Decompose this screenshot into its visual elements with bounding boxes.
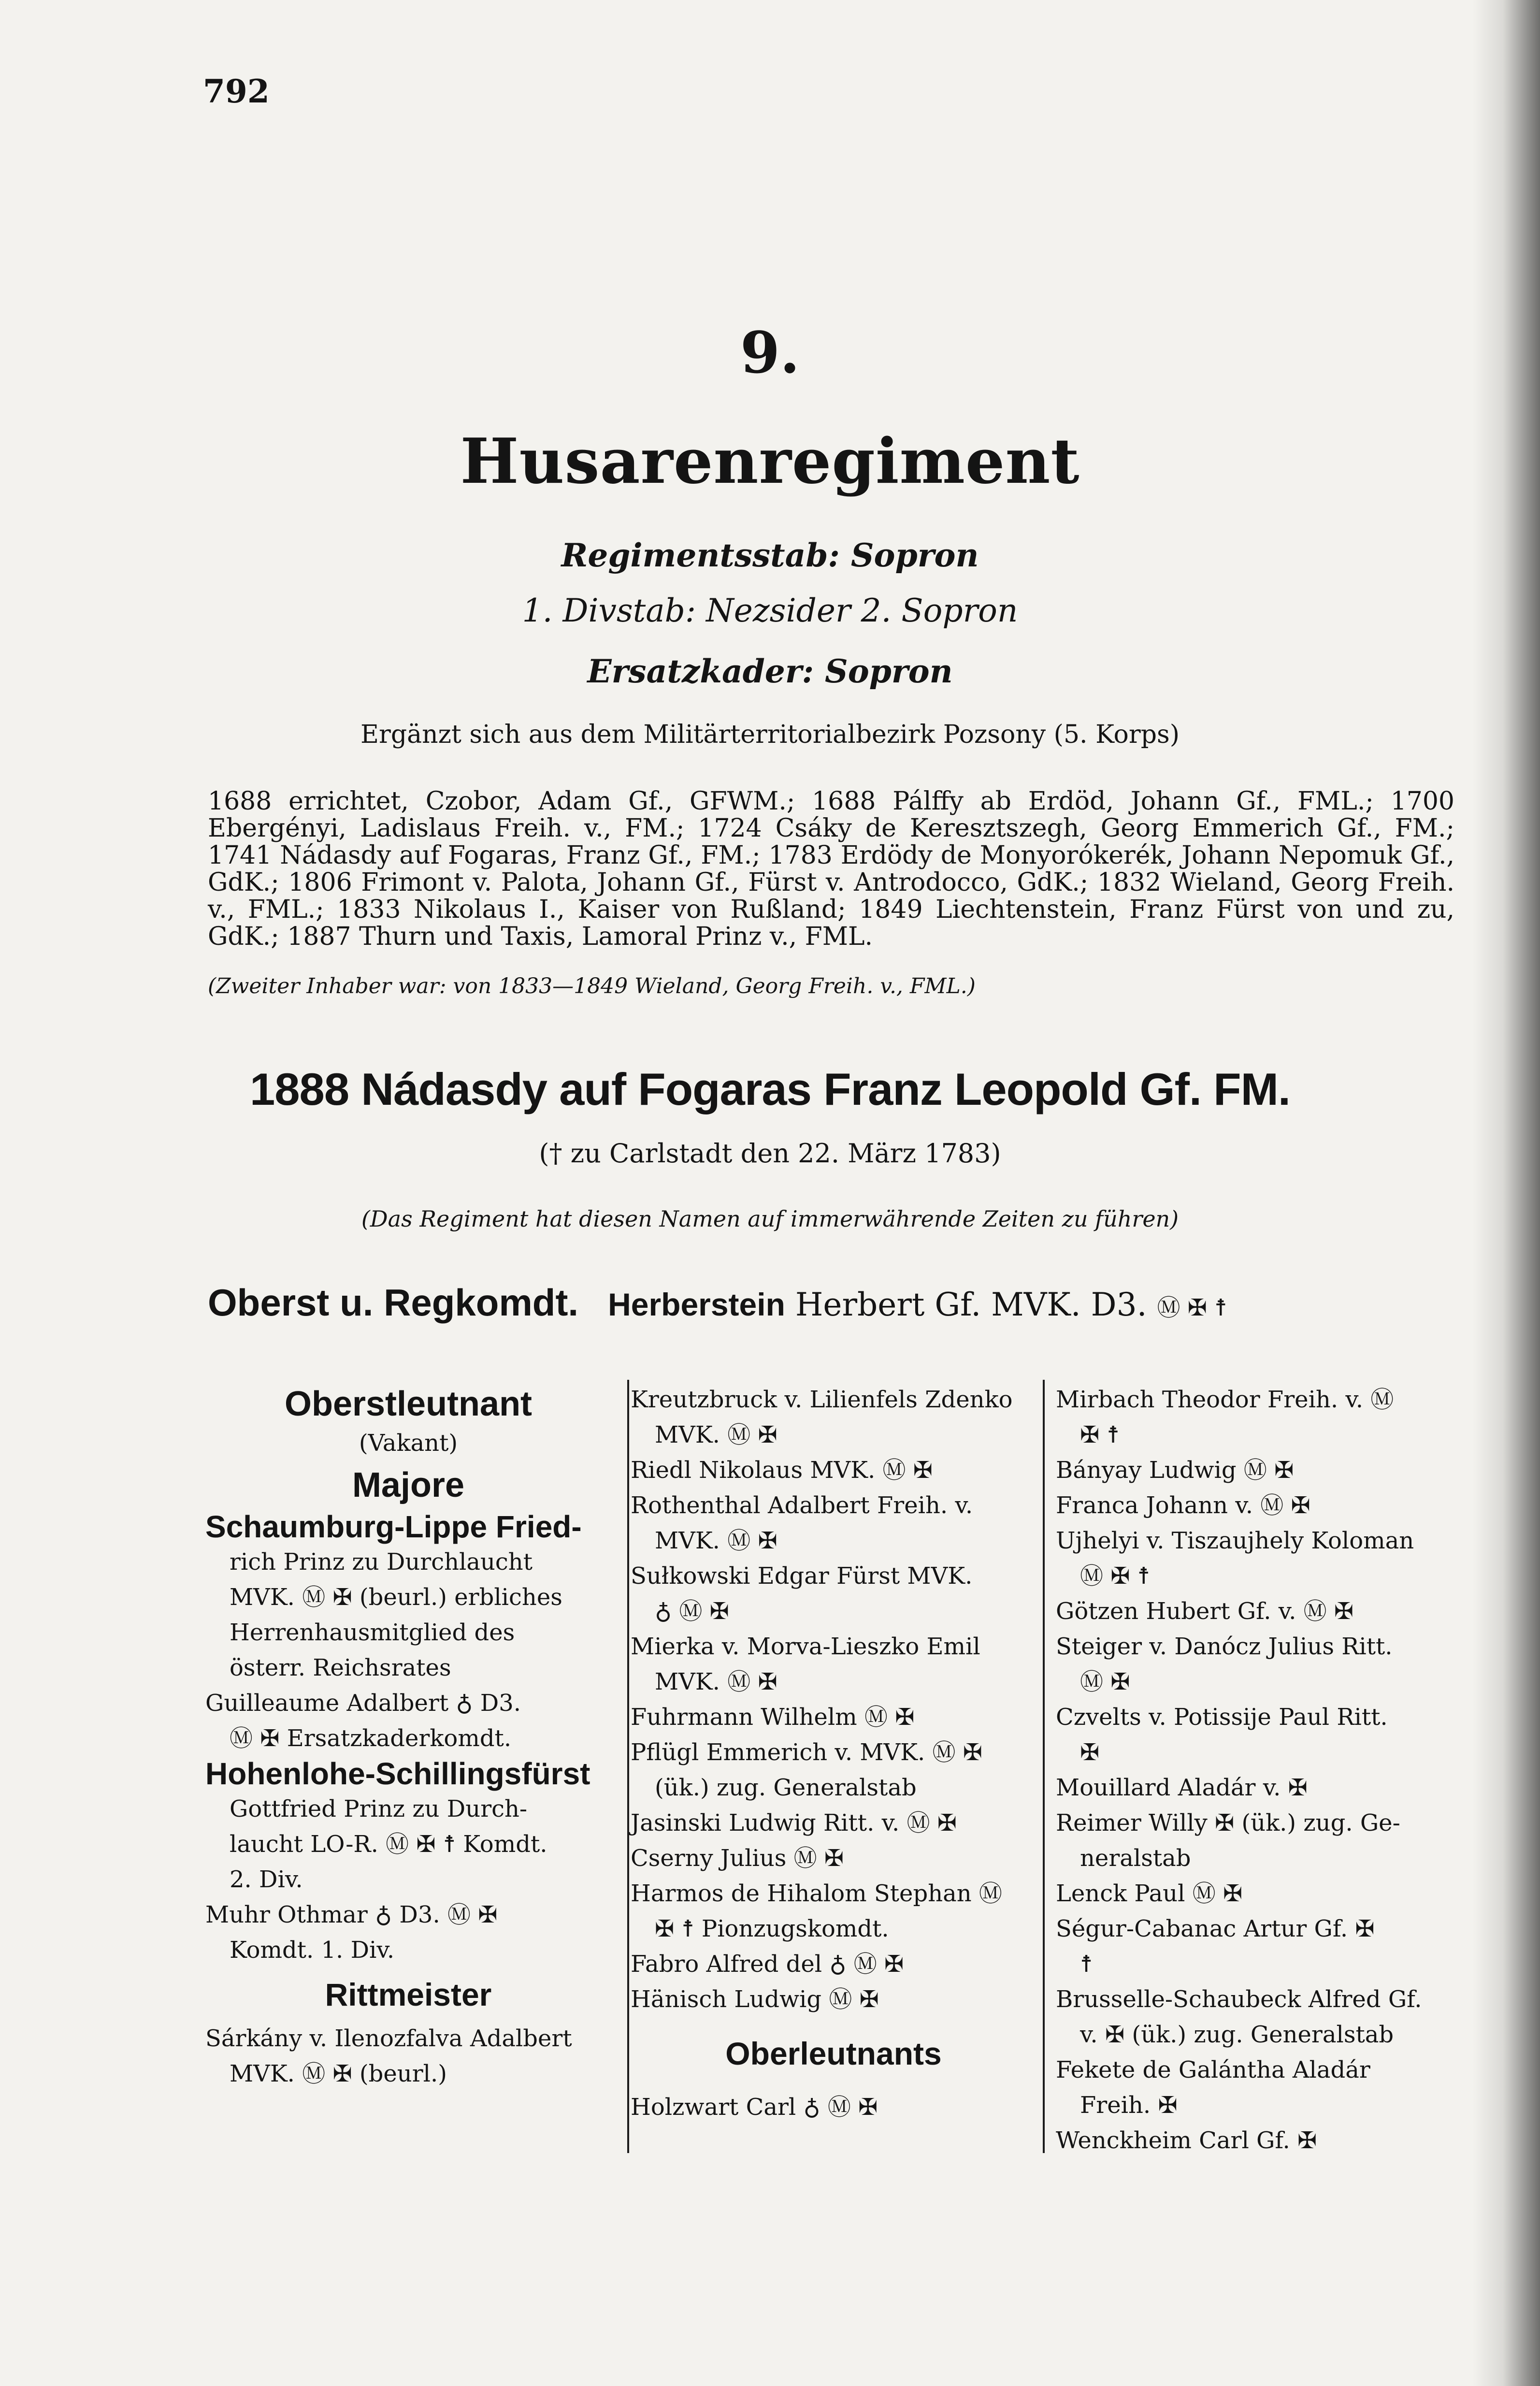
list-item: ♁ Ⓜ ✠ [655, 1598, 729, 1625]
list-item: MVK. Ⓜ ✠ [655, 1527, 777, 1554]
list-item: Komdt. 1. Div. [230, 1937, 395, 1964]
commander-decorations: Ⓜ ✠ ☨ [1157, 1294, 1227, 1321]
replacement-cadre: Ersatzkader: Sopron [587, 652, 953, 690]
regimental-staff: Regimentsstab: Sopron [561, 536, 979, 574]
list-item: Jasinski Ludwig Ritt. v. Ⓜ ✠ [631, 1809, 957, 1836]
list-item: Ⓜ ✠ Ersatzkaderkomdt. [230, 1725, 512, 1752]
list-item: neralstab [1080, 1845, 1191, 1872]
second-owner-note: (Zweiter Inhaber war: von 1833—1849 Wieland, Georg Freih. v., FML.) [208, 974, 976, 998]
list-item: Gottfried Prinz zu Durch- [230, 1795, 528, 1822]
list-item: Muhr Othmar ♁ D3. Ⓜ ✠ [205, 1901, 498, 1928]
list-item: Steiger v. Danócz Julius Ritt. [1056, 1633, 1393, 1660]
column-2 [631, 1382, 1036, 2125]
list-item: Franca Johann v. Ⓜ ✠ [1056, 1492, 1310, 1519]
page-number: 792 [203, 72, 270, 110]
list-item: Mierka v. Morva-Lieszko Emil [631, 1633, 980, 1660]
list-item: Mouillard Aladár v. ✠ [1056, 1774, 1308, 1801]
column-divider-2 [1043, 1380, 1045, 2153]
list-item: Hänisch Ludwig Ⓜ ✠ [631, 1986, 879, 2013]
list-item: Holzwart Carl ♁ Ⓜ ✠ [631, 2094, 878, 2121]
list-item: ✠ [1080, 1739, 1100, 1766]
list-item: rich Prinz zu Durchlaucht [230, 1548, 533, 1576]
column-1 [205, 1382, 611, 2092]
list-item: Ujhelyi v. Tiszaujhely Koloman [1056, 1527, 1414, 1554]
list-item: Pflügl Emmerich v. MVK. Ⓜ ✠ [631, 1739, 982, 1766]
list-item: Freih. ✠ [1080, 2092, 1178, 2119]
commander-label: Oberst u. Regkomdt. [208, 1281, 579, 1324]
regiment-history: 1688 errichtet, Czobor, Adam Gf., GFWM.; 1688 Pálffy ab Erdöd, Johann Gf., FML.; 1700 Ebergényi, Ladislaus Freih. v., FM.; 1724 Csáky de Keresztszegh, Georg Emmerich Gf., FM.; 1741 Nádasdy auf Fogaras, Franz Gf., FM.; 1783 Erdödy de Monyorókerék, Johann Nepomuk Gf., GdK.; 1806 Frimont v. Palota, Johann Gf., Fürst v. Antrodocco, GdK.; 1832 Wieland, Georg Freih. v., FML.; 1833 Nikolaus I., Kaiser von Rußland; 1849 Liechtenstein, Franz Fürst von und zu, GdK.; 1887 Thurn und Taxis, Lamoral Prinz v., FML. [208, 787, 1454, 951]
commander-details: Herbert Gf. MVK. D3. [795, 1286, 1147, 1323]
list-item: Sułkowski Edgar Fürst MVK. [631, 1562, 973, 1590]
list-item: Czvelts v. Potissije Paul Ritt. [1056, 1704, 1388, 1731]
list-item: Lenck Paul Ⓜ ✠ [1056, 1880, 1243, 1907]
list-item: Reimer Willy ✠ (ük.) zug. Ge- [1056, 1809, 1400, 1836]
list-item: MVK. Ⓜ ✠ (beurl.) [230, 2060, 447, 2087]
list-item: Ⓜ ✠ [1080, 1668, 1130, 1695]
list-item: Fabro Alfred del ♁ Ⓜ ✠ [631, 1951, 904, 1978]
list-item: ✠ ☨ [1080, 1421, 1120, 1448]
list-item: ☨ [1080, 1951, 1093, 1978]
regiment-title: Husarenregiment [460, 425, 1080, 498]
list-item: MVK. Ⓜ ✠ [655, 1668, 777, 1695]
regiment-owner: 1888 Nádasdy auf Fogaras Franz Leopold Gf. FM. [250, 1064, 1290, 1114]
list-item: v. ✠ (ük.) zug. Generalstab [1080, 2021, 1394, 2048]
heading-oberleutnants: Oberleutnants [725, 2036, 942, 2071]
list-item: Sárkány v. Ilenozfalva Adalbert [205, 2025, 572, 2052]
regiment-name-motto: (Das Regiment hat diesen Namen auf immerwährende Zeiten zu führen) [361, 1206, 1179, 1232]
heading-oberstleutnant: Oberstleutnant [284, 1385, 533, 1423]
list-item: Kreutzbruck v. Lilienfels Zdenko [631, 1386, 1013, 1413]
list-item: laucht LO-R. Ⓜ ✠ ☨ Komdt. [230, 1831, 547, 1858]
list-item: Bányay Ludwig Ⓜ ✠ [1056, 1457, 1294, 1484]
list-item: Hohenlohe-Schillingsfürst [205, 1756, 590, 1791]
list-item: MVK. Ⓜ ✠ (beurl.) erbliches [230, 1584, 562, 1611]
list-item: ✠ ☨ Pionzugskomdt. [655, 1915, 889, 1942]
heading-majore: Majore [352, 1466, 465, 1504]
vakant-note: (Vakant) [359, 1430, 458, 1457]
commander-line [208, 1281, 1227, 1325]
list-item: Schaumburg-Lippe Fried- [205, 1509, 582, 1544]
recruitment-district: Ergänzt sich aus dem Militärterritorialbezirk Pozsony (5. Korps) [360, 720, 1180, 749]
list-item: Harmos de Hihalom Stephan Ⓜ [631, 1880, 1002, 1907]
commander-name: Herberstein [608, 1287, 785, 1322]
list-item: Herrenhausmitglied des [230, 1619, 515, 1646]
list-item: Rothenthal Adalbert Freih. v. [631, 1492, 973, 1519]
heading-rittmeister: Rittmeister [325, 1977, 492, 2012]
list-item: Wenckheim Carl Gf. ✠ [1056, 2127, 1317, 2154]
list-item: (ük.) zug. Generalstab [655, 1774, 917, 1801]
list-item: Mirbach Theodor Freih. v. Ⓜ [1056, 1386, 1394, 1413]
division-staff: 1. Divstab: Nezsider 2. Sopron [522, 592, 1018, 629]
column-divider-1 [627, 1380, 629, 2153]
list-item: Ⓜ ✠ ☨ [1080, 1562, 1150, 1590]
column-3 [1056, 1382, 1462, 2158]
list-item: MVK. Ⓜ ✠ [655, 1421, 777, 1448]
list-item: 2. Div. [230, 1866, 303, 1893]
list-item: Götzen Hubert Gf. v. Ⓜ ✠ [1056, 1598, 1354, 1625]
owner-death-note: († zu Carlstadt den 22. März 1783) [539, 1138, 1001, 1169]
list-item: Brusselle-Schaubeck Alfred Gf. [1056, 1986, 1422, 2013]
list-item: Fuhrmann Wilhelm Ⓜ ✠ [631, 1704, 915, 1731]
list-item: Fekete de Galántha Aladár [1056, 2056, 1370, 2083]
list-item: Riedl Nikolaus MVK. Ⓜ ✠ [631, 1457, 933, 1484]
list-item: Cserny Julius Ⓜ ✠ [631, 1845, 844, 1872]
regiment-number: 9. [740, 319, 800, 386]
list-item: Ségur-Cabanac Artur Gf. ✠ [1056, 1915, 1375, 1942]
list-item: Guilleaume Adalbert ♁ D3. [205, 1690, 521, 1717]
list-item: österr. Reichsrates [230, 1654, 451, 1681]
